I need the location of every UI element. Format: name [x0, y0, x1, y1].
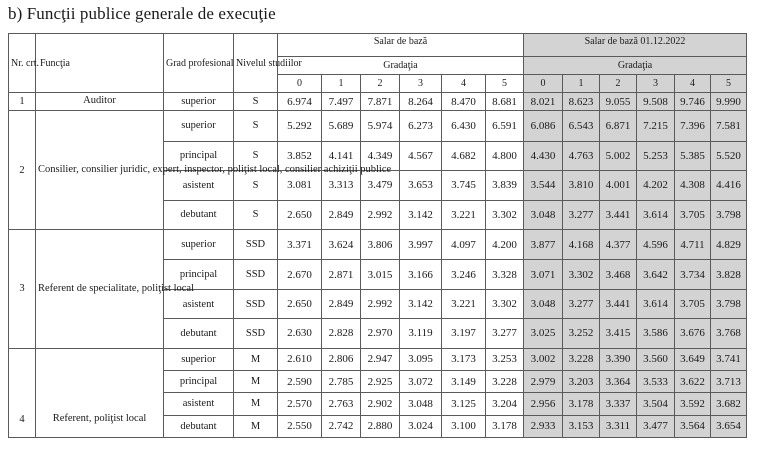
- salar-cell: 3.204: [486, 393, 524, 415]
- gradatia-label: 0: [278, 75, 322, 93]
- salar-cell: 5.974: [361, 111, 400, 141]
- salar-cell: 3.745: [442, 171, 486, 200]
- salar-cell: 2.828: [322, 319, 361, 348]
- salar-cell: 2.763: [322, 393, 361, 415]
- grad-cell: asistent: [164, 393, 234, 415]
- salar-2022-cell: 9.508: [637, 93, 675, 111]
- salar-2022-cell: 3.649: [675, 348, 711, 370]
- gradatia-label: 1: [322, 75, 361, 93]
- salar-cell: 2.992: [361, 289, 400, 318]
- salar-cell: 3.221: [442, 200, 486, 229]
- salar-cell: 3.997: [400, 229, 442, 259]
- nivel-cell: SSD: [234, 319, 278, 348]
- salar-2022-cell: 3.592: [675, 393, 711, 415]
- grad-cell: principal: [164, 141, 234, 170]
- salar-2022-cell: 3.810: [563, 171, 600, 200]
- salar-2022-cell: 3.277: [563, 289, 600, 318]
- salar-cell: 2.849: [322, 200, 361, 229]
- grad-cell: principal: [164, 260, 234, 289]
- salar-2022-cell: 3.203: [563, 370, 600, 392]
- functia-cell: Referent, poliţist local: [36, 348, 164, 437]
- salar-2022-cell: 4.202: [637, 171, 675, 200]
- salar-2022-cell: 6.871: [600, 111, 637, 141]
- salar-2022-cell: 9.746: [675, 93, 711, 111]
- header-nivel: Nivelul studiilor: [234, 34, 278, 93]
- salar-2022-cell: 3.654: [711, 415, 747, 437]
- table-row: [9, 111, 747, 141]
- salar-cell: 4.800: [486, 141, 524, 170]
- nivel-cell: S: [234, 171, 278, 200]
- salar-cell: 2.925: [361, 370, 400, 392]
- salar-2022-cell: 4.308: [675, 171, 711, 200]
- salar-cell: 3.371: [278, 229, 322, 259]
- gradatia-label: 5: [486, 75, 524, 93]
- salar-2022-cell: 3.705: [675, 200, 711, 229]
- salar-2022-cell: 4.829: [711, 229, 747, 259]
- salar-2022-cell: 3.071: [524, 260, 563, 289]
- gradatia-label: 0: [524, 75, 563, 93]
- salar-cell: 3.228: [486, 370, 524, 392]
- grad-cell: principal: [164, 370, 234, 392]
- nr-cell: 1: [9, 93, 36, 111]
- gradatia-label: 4: [442, 75, 486, 93]
- salar-2022-cell: 3.277: [563, 200, 600, 229]
- salar-2022-cell: 3.741: [711, 348, 747, 370]
- salar-2022-cell: 3.560: [637, 348, 675, 370]
- salar-cell: 3.142: [400, 200, 442, 229]
- nivel-cell: S: [234, 93, 278, 111]
- salar-cell: 6.591: [486, 111, 524, 141]
- nivel-cell: SSD: [234, 229, 278, 259]
- salar-2022-cell: 3.468: [600, 260, 637, 289]
- salar-cell: 3.048: [400, 393, 442, 415]
- salar-cell: 7.871: [361, 93, 400, 111]
- salar-cell: 4.200: [486, 229, 524, 259]
- nr-cell: 4: [9, 348, 36, 437]
- salar-cell: 4.141: [322, 141, 361, 170]
- grad-cell: debutant: [164, 415, 234, 437]
- salar-cell: 3.095: [400, 348, 442, 370]
- salar-cell: 4.097: [442, 229, 486, 259]
- salar-2022-cell: 9.055: [600, 93, 637, 111]
- salar-2022-cell: 3.048: [524, 289, 563, 318]
- salar-2022-cell: 3.390: [600, 348, 637, 370]
- salar-2022-cell: 4.763: [563, 141, 600, 170]
- salar-2022-cell: 2.933: [524, 415, 563, 437]
- salar-cell: 3.479: [361, 171, 400, 200]
- grad-cell: superior: [164, 93, 234, 111]
- salar-cell: 2.902: [361, 393, 400, 415]
- gradatia-label: 1: [563, 75, 600, 93]
- grad-cell: superior: [164, 348, 234, 370]
- salar-cell: 2.650: [278, 289, 322, 318]
- salar-2022-cell: 8.021: [524, 93, 563, 111]
- salar-cell: 3.839: [486, 171, 524, 200]
- salar-cell: 3.277: [486, 319, 524, 348]
- salar-cell: 2.550: [278, 415, 322, 437]
- salar-cell: 7.497: [322, 93, 361, 111]
- salar-cell: 4.567: [400, 141, 442, 170]
- salar-2022-cell: 3.564: [675, 415, 711, 437]
- gradatia-label: 3: [637, 75, 675, 93]
- salar-2022-cell: 2.956: [524, 393, 563, 415]
- salar-cell: 8.681: [486, 93, 524, 111]
- salar-2022-cell: 3.622: [675, 370, 711, 392]
- salar-cell: 3.125: [442, 393, 486, 415]
- salar-2022-cell: 4.168: [563, 229, 600, 259]
- salar-2022-cell: 3.798: [711, 200, 747, 229]
- salar-2022-cell: 3.477: [637, 415, 675, 437]
- functia-cell: Auditor: [36, 93, 164, 111]
- salar-cell: 2.650: [278, 200, 322, 229]
- salar-2022-cell: 3.178: [563, 393, 600, 415]
- salar-2022-cell: 3.533: [637, 370, 675, 392]
- nr-cell: 3: [9, 229, 36, 348]
- salar-2022-cell: 5.385: [675, 141, 711, 170]
- salar-2022-cell: 3.002: [524, 348, 563, 370]
- salary-table: [8, 33, 747, 438]
- header-gradatia: Gradaţia: [278, 57, 524, 75]
- salar-cell: 3.221: [442, 289, 486, 318]
- nivel-cell: SSD: [234, 260, 278, 289]
- salar-2022-cell: 3.441: [600, 200, 637, 229]
- grad-cell: asistent: [164, 289, 234, 318]
- salar-2022-cell: 4.430: [524, 141, 563, 170]
- salar-2022-cell: 7.581: [711, 111, 747, 141]
- nivel-cell: M: [234, 370, 278, 392]
- salar-2022-cell: 3.676: [675, 319, 711, 348]
- header-salar-baza: Salar de bază: [278, 34, 524, 57]
- salar-2022-cell: 3.415: [600, 319, 637, 348]
- salar-2022-cell: 3.705: [675, 289, 711, 318]
- grad-cell: debutant: [164, 200, 234, 229]
- salar-2022-cell: 3.252: [563, 319, 600, 348]
- header-functia: Funcţia: [36, 34, 164, 93]
- salar-2022-cell: 3.544: [524, 171, 563, 200]
- salar-cell: 2.785: [322, 370, 361, 392]
- salar-cell: 3.072: [400, 370, 442, 392]
- salar-2022-cell: 5.520: [711, 141, 747, 170]
- nivel-cell: M: [234, 415, 278, 437]
- salar-cell: 3.178: [486, 415, 524, 437]
- salar-2022-cell: 7.396: [675, 111, 711, 141]
- salar-2022-cell: 3.337: [600, 393, 637, 415]
- salar-2022-cell: 5.002: [600, 141, 637, 170]
- salar-cell: 2.871: [322, 260, 361, 289]
- salar-2022-cell: 3.586: [637, 319, 675, 348]
- salar-2022-cell: 3.768: [711, 319, 747, 348]
- grad-cell: superior: [164, 111, 234, 141]
- nivel-cell: S: [234, 141, 278, 170]
- salar-cell: 3.024: [400, 415, 442, 437]
- salar-2022-cell: 4.416: [711, 171, 747, 200]
- salar-cell: 3.253: [486, 348, 524, 370]
- gradatia-label: 4: [675, 75, 711, 93]
- header-gradatia-2022: Gradaţia: [524, 57, 747, 75]
- salar-2022-cell: 3.302: [563, 260, 600, 289]
- salar-cell: 2.610: [278, 348, 322, 370]
- table-row: [9, 229, 747, 259]
- salar-cell: 2.670: [278, 260, 322, 289]
- salar-2022-cell: 6.543: [563, 111, 600, 141]
- salar-cell: 4.349: [361, 141, 400, 170]
- salar-2022-cell: 3.025: [524, 319, 563, 348]
- salar-cell: 3.119: [400, 319, 442, 348]
- grad-cell: asistent: [164, 171, 234, 200]
- salar-2022-cell: 3.048: [524, 200, 563, 229]
- gradatia-label: 2: [361, 75, 400, 93]
- salar-2022-cell: 6.086: [524, 111, 563, 141]
- nivel-cell: S: [234, 200, 278, 229]
- salar-cell: 3.081: [278, 171, 322, 200]
- salar-2022-cell: 3.614: [637, 289, 675, 318]
- salar-cell: 2.590: [278, 370, 322, 392]
- salar-cell: 6.430: [442, 111, 486, 141]
- table-row: [9, 348, 747, 370]
- nivel-cell: SSD: [234, 289, 278, 318]
- salar-cell: 3.197: [442, 319, 486, 348]
- salar-2022-cell: 3.877: [524, 229, 563, 259]
- salar-2022-cell: 8.623: [563, 93, 600, 111]
- salar-2022-cell: 3.734: [675, 260, 711, 289]
- functia-cell: Referent de specialitate, poliţist local: [36, 229, 164, 348]
- salar-cell: 2.947: [361, 348, 400, 370]
- salar-cell: 3.806: [361, 229, 400, 259]
- table-row: [9, 93, 747, 111]
- salar-2022-cell: 3.798: [711, 289, 747, 318]
- salar-cell: 2.970: [361, 319, 400, 348]
- salar-cell: 2.992: [361, 200, 400, 229]
- salar-2022-cell: 3.713: [711, 370, 747, 392]
- salar-2022-cell: 4.711: [675, 229, 711, 259]
- salar-2022-cell: 2.979: [524, 370, 563, 392]
- salar-2022-cell: 3.642: [637, 260, 675, 289]
- functia-cell: Consilier, consilier juridic, expert, inspector, poliţist local, consilier achiziţii publice: [36, 111, 164, 230]
- salar-cell: 8.264: [400, 93, 442, 111]
- section-title: b) Funcţii publice generale de execuţie: [8, 4, 276, 23]
- salar-2022-cell: 5.253: [637, 141, 675, 170]
- salar-cell: 3.100: [442, 415, 486, 437]
- salar-2022-cell: 3.828: [711, 260, 747, 289]
- nivel-cell: M: [234, 348, 278, 370]
- header-salar-baza-2022: Salar de bază 01.12.2022: [524, 34, 747, 57]
- salar-2022-cell: 4.377: [600, 229, 637, 259]
- salar-cell: 2.630: [278, 319, 322, 348]
- salar-2022-cell: 3.504: [637, 393, 675, 415]
- nivel-cell: S: [234, 111, 278, 141]
- salar-cell: 8.470: [442, 93, 486, 111]
- grad-cell: debutant: [164, 319, 234, 348]
- salar-2022-cell: 3.682: [711, 393, 747, 415]
- salar-cell: 3.142: [400, 289, 442, 318]
- salar-cell: 3.653: [400, 171, 442, 200]
- gradatia-label: 3: [400, 75, 442, 93]
- salar-cell: 6.273: [400, 111, 442, 141]
- salar-cell: 3.015: [361, 260, 400, 289]
- grad-cell: superior: [164, 229, 234, 259]
- salar-2022-cell: 3.228: [563, 348, 600, 370]
- salar-cell: 2.742: [322, 415, 361, 437]
- salar-cell: 2.806: [322, 348, 361, 370]
- salar-cell: 4.682: [442, 141, 486, 170]
- gradatia-label: 5: [711, 75, 747, 93]
- salar-cell: 3.302: [486, 200, 524, 229]
- salar-cell: 3.328: [486, 260, 524, 289]
- salar-2022-cell: 7.215: [637, 111, 675, 141]
- salar-cell: 5.689: [322, 111, 361, 141]
- salar-cell: 2.880: [361, 415, 400, 437]
- salar-2022-cell: 3.614: [637, 200, 675, 229]
- salar-2022-cell: 3.441: [600, 289, 637, 318]
- salar-cell: 6.974: [278, 93, 322, 111]
- salar-cell: 3.852: [278, 141, 322, 170]
- salar-cell: 3.246: [442, 260, 486, 289]
- salar-cell: 3.302: [486, 289, 524, 318]
- salar-2022-cell: 4.001: [600, 171, 637, 200]
- header-nr: Nr. crt.: [9, 34, 36, 93]
- salar-cell: 3.149: [442, 370, 486, 392]
- nr-cell: 2: [9, 111, 36, 230]
- salar-2022-cell: 3.364: [600, 370, 637, 392]
- salar-2022-cell: 3.311: [600, 415, 637, 437]
- nivel-cell: M: [234, 393, 278, 415]
- salar-cell: 5.292: [278, 111, 322, 141]
- salar-2022-cell: 3.153: [563, 415, 600, 437]
- salar-cell: 3.624: [322, 229, 361, 259]
- salar-cell: 2.849: [322, 289, 361, 318]
- salar-cell: 3.313: [322, 171, 361, 200]
- salar-2022-cell: 4.596: [637, 229, 675, 259]
- gradatia-label: 2: [600, 75, 637, 93]
- salar-cell: 3.166: [400, 260, 442, 289]
- header-grad: Grad profesional: [164, 34, 234, 93]
- salar-2022-cell: 9.990: [711, 93, 747, 111]
- salar-cell: 2.570: [278, 393, 322, 415]
- salar-cell: 3.173: [442, 348, 486, 370]
